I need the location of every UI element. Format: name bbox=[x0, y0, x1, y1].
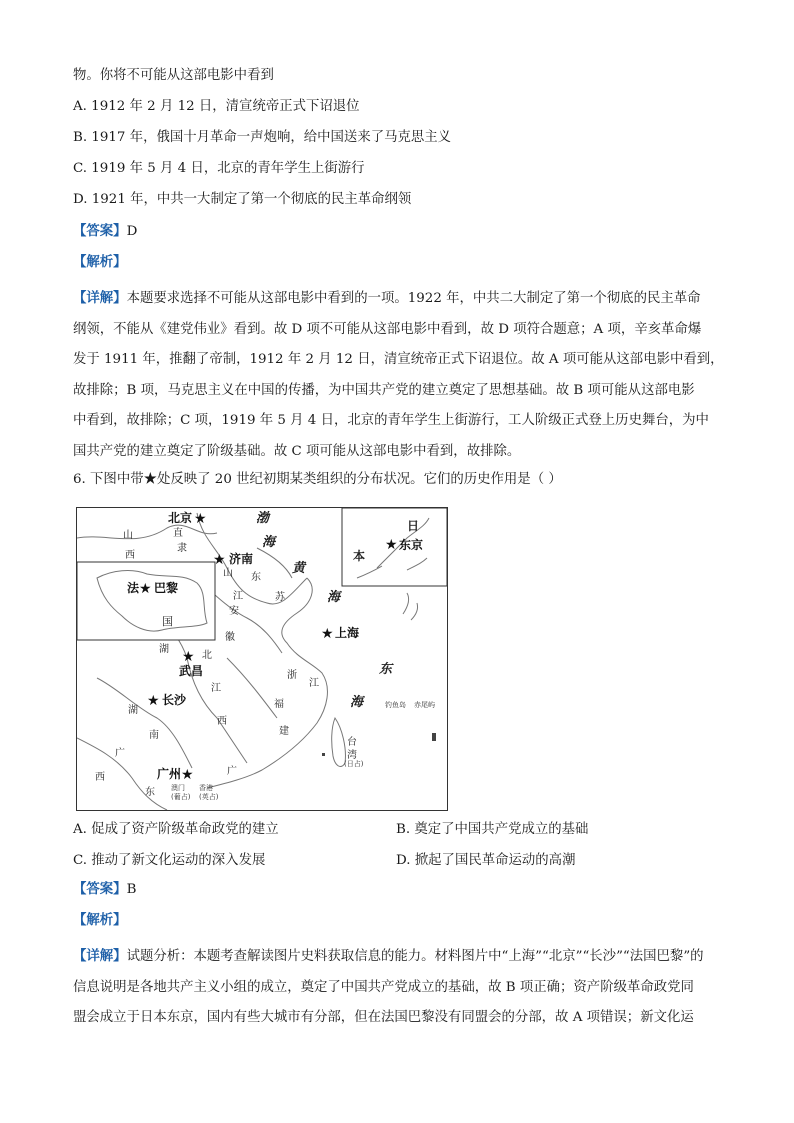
star-icon: ★ bbox=[385, 537, 398, 553]
region-france-1: 法 bbox=[127, 581, 140, 595]
sea-label: 东 bbox=[379, 662, 393, 677]
q6-analysis-label bbox=[73, 910, 127, 931]
region-label: 北 bbox=[202, 650, 212, 661]
detail-label: 【详解】 bbox=[73, 948, 127, 964]
region-label: 湾 bbox=[347, 750, 357, 761]
region-japan-1: 日 bbox=[407, 519, 420, 533]
detail-line: 盟会成立于日本东京，国内有些大城市有分部，但在法国巴黎没有同盟会的分部，故 A 项错误；新文化运 bbox=[73, 1010, 694, 1025]
detail-line: 纲领，不能从《建党伟业》看到。故 D 项不可能从这部电影中看到，故 D 项符合题意；A 项，辛亥革命爆 bbox=[73, 321, 702, 337]
star-icon: ★ bbox=[321, 626, 334, 642]
city-jinan: 济南 bbox=[229, 552, 254, 566]
detail-label: 【详解】 bbox=[73, 290, 127, 306]
region-label: 湖 bbox=[159, 644, 169, 655]
star-icon: ★ bbox=[147, 693, 160, 709]
q5-option-d: D. 1921 年，中共一大制定了第一个彻底的民主革命纲领 bbox=[73, 192, 412, 207]
label-diaoyu: 钓鱼岛 bbox=[385, 701, 406, 709]
map-svg bbox=[77, 508, 447, 810]
region-label: 福 bbox=[274, 699, 284, 710]
q6-option-c: C. 推动了新文化运动的深入发展 bbox=[73, 853, 266, 868]
detail-line: 国共产党的建立奠定了阶级基础。故 C 项可能从这部电影中看到，故排除。 bbox=[73, 443, 521, 459]
star-icon: ★ bbox=[213, 552, 226, 568]
province-border bbox=[97, 678, 192, 768]
detail-line: 中看到，故排除；C 项，1919 年 5 月 4 日，北京的青年学生上街游行，工人阶级正式登上历史舞台，为中 bbox=[73, 413, 709, 428]
q6-answer bbox=[73, 879, 136, 900]
q6-option-b: B. 奠定了中国共产党成立的基础 bbox=[396, 822, 589, 837]
city-changsha: 长沙 bbox=[162, 693, 187, 707]
label-japan-occupied: (日占) bbox=[344, 760, 364, 768]
sea-label: 海 bbox=[350, 695, 364, 710]
star-icon: ★ bbox=[182, 649, 195, 665]
star-icon: ★ bbox=[194, 511, 207, 527]
region-label: 徽 bbox=[225, 632, 235, 643]
q5-option-b: B. 1917 年，俄国十月革命一声炮响，给中国送来了马克思主义 bbox=[73, 130, 452, 145]
region-label: 江 bbox=[233, 591, 243, 602]
answer-value: B bbox=[126, 882, 137, 897]
answer-value: D bbox=[126, 224, 138, 239]
q5-detail-paragraph bbox=[73, 283, 725, 467]
detail-line: 故排除；B 项，马克思主义在中国的传播，为中国共产党的建立奠定了思想基础。故 B 项可能从这部电影 bbox=[73, 382, 695, 398]
region-label: 安 bbox=[229, 606, 239, 617]
q6-option-d: D. 掀起了国民革命运动的高潮 bbox=[396, 853, 576, 868]
city-beijing: 北京 bbox=[168, 511, 193, 525]
detail-line: 【详解】本题要求选择不可能从这部电影中看到的一项。1922 年，中共二大制定了第一个彻底的民主革命 bbox=[73, 290, 701, 306]
region-label: 隶 bbox=[177, 543, 187, 554]
label-xianggang-note: (英占) bbox=[199, 793, 219, 801]
province-border bbox=[227, 658, 277, 718]
q6-detail-paragraph bbox=[73, 941, 725, 1034]
historical-map bbox=[76, 507, 448, 811]
region-label: 广 bbox=[227, 766, 237, 777]
detail-line: 【详解】试题分析：本题考查解读图片史料获取信息的能力。材料图片中“上海”“北京”“长沙”“法国巴黎”的 bbox=[73, 948, 704, 964]
q6-option-a: A. 促成了资产阶级革命政党的建立 bbox=[73, 822, 279, 837]
region-label: 东 bbox=[251, 572, 261, 583]
region-label: 西 bbox=[125, 550, 135, 561]
detail-line: 信息说明是各地共产主义小组的成立，奠定了中国共产党成立的基础，故 B 项正确；资产阶级革命政党同 bbox=[73, 979, 694, 995]
region-label: 西 bbox=[217, 716, 227, 727]
q5-option-a: A. 1912 年 2 月 12 日，清宣统帝正式下诏退位 bbox=[73, 99, 360, 114]
region-label: 南 bbox=[149, 730, 159, 741]
question5-stem-end: 物。你将不可能从这部电影中看到 bbox=[73, 68, 274, 83]
q5-analysis-label bbox=[73, 252, 127, 273]
region-label: 广 bbox=[115, 748, 125, 759]
analysis-label: 【解析】 bbox=[73, 912, 127, 928]
city-guangzhou: 广州 bbox=[157, 767, 182, 781]
border-line bbox=[77, 525, 217, 539]
city-tokyo: 东京 bbox=[399, 538, 424, 552]
region-label: 台 bbox=[347, 737, 357, 748]
city-wuchang: 武昌 bbox=[179, 664, 204, 678]
question6-stem: 6. 下图中带★处反映了 20 世纪初期某类组织的分布状况。它们的历史作用是（ ） bbox=[73, 472, 562, 487]
detail-line: 发于 1911 年，推翻了帝制，1912 年 2 月 12 日，清宣统帝正式下诏退位。故 A 项可能从这部电影中看到， bbox=[73, 352, 724, 367]
star-icon: ★ bbox=[139, 581, 152, 597]
q5-option-c: C. 1919 年 5 月 4 日，北京的青年学生上街游行 bbox=[73, 161, 365, 176]
answer-label: 【答案】 bbox=[73, 881, 127, 897]
island-outline bbox=[403, 593, 418, 620]
region-label: 江 bbox=[309, 678, 319, 689]
region-label: 浙 bbox=[287, 670, 297, 681]
region-label: 直 bbox=[173, 528, 183, 539]
analysis-label: 【解析】 bbox=[73, 254, 127, 270]
city-shanghai: 上海 bbox=[335, 626, 360, 640]
region-label: 山 bbox=[223, 568, 233, 579]
sea-label: 渤 bbox=[256, 511, 270, 526]
q5-answer bbox=[73, 221, 137, 242]
label-chiwei: 赤尾屿 bbox=[414, 701, 435, 709]
region-label: 山 bbox=[123, 530, 133, 541]
label-aomen-note: (葡占) bbox=[171, 793, 191, 801]
label-aomen: 澳门 bbox=[171, 784, 185, 792]
province-border bbox=[257, 548, 292, 578]
star-icon: ★ bbox=[181, 767, 194, 783]
region-label: 建 bbox=[279, 726, 289, 737]
sea-label: 海 bbox=[262, 535, 276, 550]
city-paris: 巴黎 bbox=[154, 581, 179, 595]
region-label: 江 bbox=[211, 683, 221, 694]
sea-label: 黄 bbox=[292, 561, 306, 576]
sea-label: 海 bbox=[327, 590, 341, 605]
answer-label: 【答案】 bbox=[73, 223, 127, 239]
region-japan-2: 本 bbox=[353, 549, 366, 563]
label-xianggang: 香港 bbox=[199, 784, 213, 792]
region-label: 湖 bbox=[128, 705, 138, 716]
region-label: 苏 bbox=[275, 592, 285, 603]
region-label: 东 bbox=[145, 787, 155, 798]
region-france-2: 国 bbox=[162, 615, 173, 628]
small-island bbox=[322, 753, 325, 756]
region-label: 西 bbox=[95, 772, 105, 783]
small-island bbox=[432, 733, 436, 741]
